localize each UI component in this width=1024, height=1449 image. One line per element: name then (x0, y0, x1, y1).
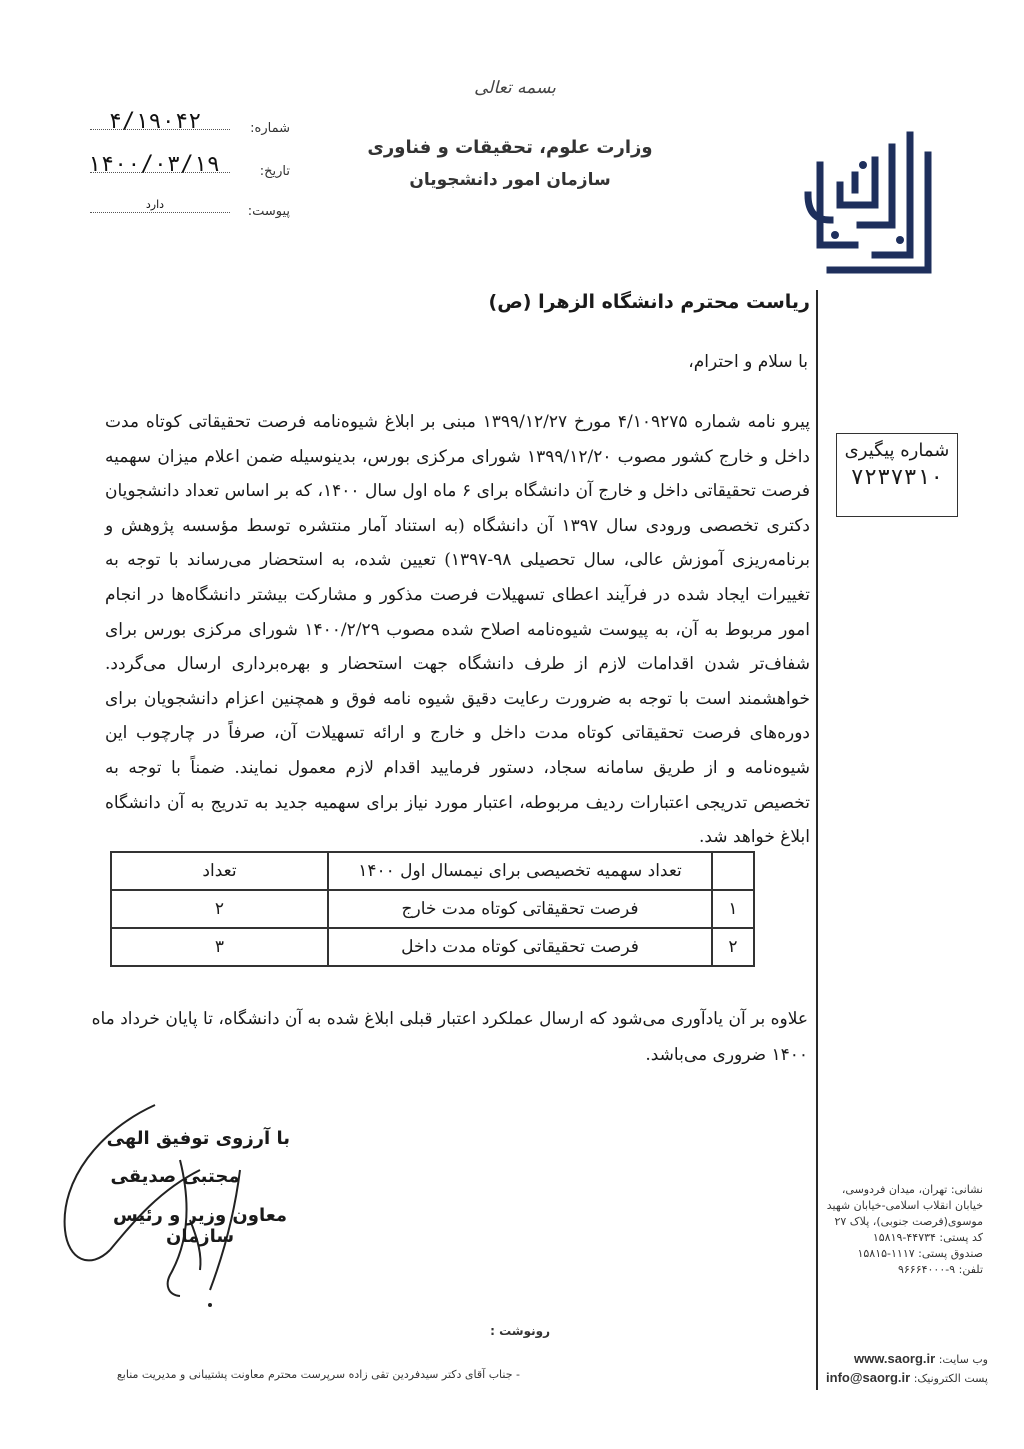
website-link[interactable]: www.saorg.ir (854, 1351, 936, 1366)
letter-number-row (90, 109, 290, 141)
tracking-box (836, 433, 958, 517)
address-line: خیابان انقلاب اسلامی-خیابان شهید (826, 1199, 983, 1212)
table-header-row (111, 852, 754, 890)
table-row (111, 928, 754, 966)
web-contact (818, 1350, 988, 1388)
letter-date-label: تاریخ: (259, 164, 290, 179)
attachment-row (90, 198, 290, 224)
closing-phrase: با آرزوی توفیق الهی (106, 1128, 290, 1149)
ministry-name: وزارت علوم، تحقیقات و فناوری (367, 137, 653, 158)
signer-name: مجتبی صدیقی (110, 1166, 240, 1187)
reminder-note: علاوه بر آن یادآوری می‌شود که ارسال عملکرد اعتبار قبلی ابلاغ شده به آن دانشگاه، تا پایان خرداد ماه ۱۴۰۰ ضروری می‌باشد. (91, 1009, 808, 1065)
table-row (111, 890, 754, 928)
row-index: ۲ (712, 928, 754, 966)
letter-number-value: ۴/۱۹۰۴۲ (108, 109, 202, 134)
table-header-count: تعداد (111, 852, 328, 890)
email-link[interactable]: info@saorg.ir (826, 1370, 911, 1385)
address-block (818, 1182, 983, 1278)
address-line: نشانی: تهران، میدان فردوسی، (841, 1183, 983, 1196)
basmala: بسمه تعالی (474, 78, 556, 98)
address-line: صندوق پستی: ۱۱۱۷-۱۵۸۱۵ (857, 1247, 983, 1260)
attachment-value: دارد (145, 198, 165, 211)
address-line: کد پستی: ۴۴۷۳۴-۱۵۸۱۹ (872, 1231, 983, 1244)
address-line: تلفن: ۹-۹۶۶۶۴۰۰۰ (897, 1263, 983, 1276)
letter-date-value: ۱۴۰۰/۰۳/۱۹ (87, 152, 220, 177)
address-line: موسوی(فرصت جنوبی)، پلاک ۲۷ (834, 1215, 983, 1228)
attachment-label: پیوست: (247, 204, 290, 219)
cc-item: - جناب آقای دکتر سیدفردین تقی زاده سرپرست محترم معاونت پشتیبانی و مدیریت منابع (116, 1368, 520, 1381)
table-header-title: تعداد سهمیه تخصیصی برای نیمسال اول ۱۴۰۰ (328, 852, 712, 890)
greeting: با سلام و احترام، (688, 352, 808, 372)
website-label: وب سایت: (938, 1353, 988, 1366)
cc-label: رونوشت : (490, 1324, 550, 1338)
quota-table (110, 851, 755, 967)
row-index: ۱ (712, 890, 754, 928)
letter-body: پیرو نامه شماره ۴/۱۰۹۲۷۵ مورخ ۱۳۹۹/۱۲/۲۷ مبنی بر ابلاغ شیوه‌نامه فرصت تحقیقاتی کوتاه مدت داخل و خارج کشور مصوب ۱۳۹۹/۱۲/۲۰ شورای مرکزی بورس، بدینوسیله ضمن اعلام میزان سهمیه فرصت تحقیقاتی داخل و خارج آن دانشگاه برای ۶ ماه اول سال ۱۴۰۰، که بر اساس تعداد دانشجویان دکتری تخصصی ورودی سال ۱۳۹۷ آن دانشگاه (به استناد آمار منتشره توسط مؤسسه پژوهش و برنامه‌ریزی آموزش عالی، سال تحصیلی ۹۸-۱۳۹۷) تعیین شده، به استحضار می‌رساند با توجه به تغییرات ایجاد شده در فرآیند اعطای تسهیلات فرصت مذکور و مشارکت بیشتر دانشگاه‌ها در انجام امور مربوط به آن، به پیوست شیوه‌نامه اصلاح شده مصوب ۱۴۰۰/۲/۲۹ شورای مرکزی بورس برای شفاف‌تر شدن اقدامات لازم از طرف دانشگاه جهت استحضار و بهره‌برداری ارسال می‌گردد. خواهشمند است با توجه به ضرورت رعایت دقیق شیوه نامه فوق و همچنین اعزام دانشجویان برای دوره‌های فرصت تحقیقاتی کوتاه مدت داخل و خارج و ارائه تسهیلات آن، صرفاً در چارچوب این شیوه‌نامه و از طریق سامانه سجاد، دستور فرمایید اقدام لازم معمول نمایند. ضمناً با توجه به تخصیص تدریجی اعتبارات ردیف مربوطه، اعتبار مورد نیاز برای سهمیه جدید به تدریج به آن دانشگاه ابلاغ خواهد شد. (105, 412, 810, 848)
organization-name: سازمان امور دانشجویان (409, 170, 611, 190)
row-title: فرصت تحقیقاتی کوتاه مدت داخل (328, 928, 712, 966)
tracking-number: ۷۲۳۷۳۱۰ (850, 465, 944, 490)
email-label: پست الکترونیک: (913, 1372, 988, 1385)
letter-date-row (87, 152, 290, 184)
row-title: فرصت تحقیقاتی کوتاه مدت خارج (328, 890, 712, 928)
table-header-index (712, 852, 754, 890)
letter-number-label: شماره: (250, 121, 290, 136)
signer-title: معاون وزیر و رئیس سازمان (112, 1205, 288, 1247)
row-count: ۲ (111, 890, 328, 928)
organization-logo (800, 125, 940, 275)
addressee: ریاست محترم دانشگاه الزهرا (ص) (488, 291, 810, 313)
dotted-line (90, 212, 230, 213)
row-count: ۳ (111, 928, 328, 966)
tracking-label: شماره پیگیری (844, 440, 950, 461)
